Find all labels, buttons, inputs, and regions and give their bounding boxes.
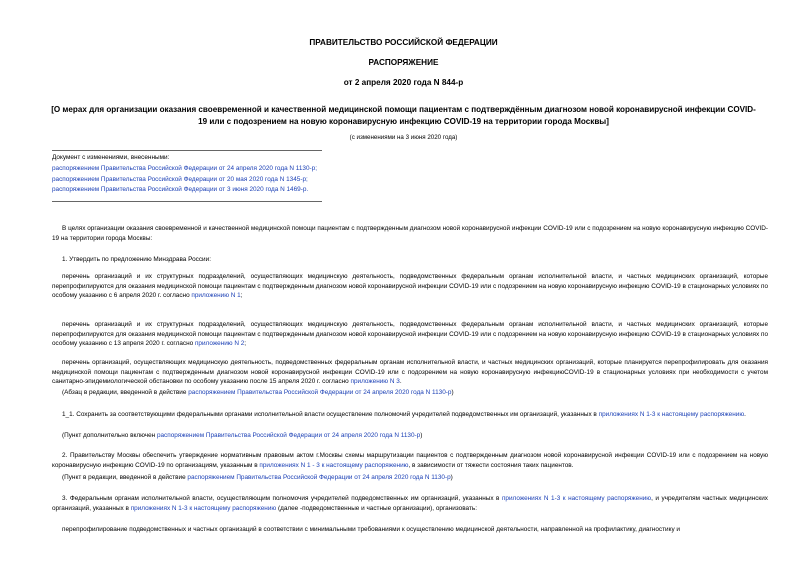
amendments-intro: Документ с изменениями, внесенными: xyxy=(52,154,170,161)
item-3-text: 3. Федеральным органам исполнительной власти, осуществляющим полномочия учредителей подведомственных им организаций, указанных в xyxy=(62,495,502,502)
list-item-3-text: перечень организаций, осуществляющих медицинскую деятельность, подведомственных федеральным органам исполнительной власти, и частных медицинских организаций, которые планируется перепрофилировать для оказания медицинской помощи пациентам с подтвержденным диагнозом новой коронавирусной инфекции COVID-19 или с подозрением на новую коронавирусную инфекциюCOVID-19 в стационарных условиях при необходимости с учетом санитарно-эпидемиологической обстановки по особому указанию после 15 апреля 2020 г. согласно xyxy=(52,359,768,386)
item-1-text: 1. Утвердить по предложению Минздрава России: xyxy=(62,256,211,263)
edit-note-3-suffix: ) xyxy=(450,474,453,481)
item-1-1-text: 1_1. Сохранить за соответствующими федеральными органами исполнительной власти осуществление полномочий учредителей подведомственных им организаций, указанных в xyxy=(62,411,599,418)
list-item-2 xyxy=(52,320,768,349)
item-1-1 xyxy=(52,410,768,420)
list-item-2-end: ; xyxy=(244,340,247,348)
item-3-middle: , и учредителям частных медицинских организаций, указанных в xyxy=(52,495,768,512)
amendments-block xyxy=(52,153,317,196)
edit-note-3-prefix: (Пункт в редакции, введенной в действие xyxy=(62,474,188,481)
edit-note-1-link[interactable]: распоряжением Правительства Российской Федерации от 24 апреля 2020 года N 1130-р xyxy=(188,389,452,396)
item-2-link[interactable]: приложениях N 1 - 3 к настоящему распоряжению xyxy=(259,461,409,469)
item-2-text: 2. Правительству Москвы обеспечить утверждение нормативным правовым актом г.Москвы схемы маршрутизации пациентов с подтвержденным диагнозом новой коронавирусной инфекции COVID-19 или с подозрением на новую коронавирусную инфекцию COVID-19 по организациям, указанным в xyxy=(52,452,768,469)
edit-note-2-prefix: (Пункт дополнительно включен xyxy=(62,432,157,439)
document-title: [О мерах для организации оказания своевременной и качественной медицинской помощи пациентам с подтверждённым диагнозом новой коронавирусной инфекции COVID-19 или с подозрением на новую коронавирусную инфекцию COVID-19 на территории города Москвы] xyxy=(51,105,756,126)
preamble-paragraph xyxy=(52,224,768,243)
item-1-1-link[interactable]: приложениях N 1-3 к настоящему распоряжению xyxy=(598,411,745,418)
edit-note-3 xyxy=(52,473,768,483)
amendment-link-1[interactable]: распоряжением Правительства Российской Федерации от 24 апреля 2020 года N 1130-р; xyxy=(52,164,317,172)
amendments-top-divider xyxy=(52,150,322,151)
list-item-2-text: перечень организаций и их структурных подразделений, осуществляющих медицинскую деятельность, подведомственных федеральным органам исполнительной власти, и частных медицинских организаций, которые перепрофилируются для оказания медицинской помощи пациентам с подтвержденным диагнозом новой коронавирусной инфекции COVID-19 или с подозрением на новую коронавирусную инфекцию COVID-19 в стационарных условиях по особому указанию с 13 апреля 2020 г. согласно xyxy=(52,321,768,348)
edit-note-1-suffix: ) xyxy=(451,389,454,396)
appendix-1-link[interactable]: приложению N 1 xyxy=(191,292,241,300)
edit-note-1-prefix: (Абзац в редакции, введенной в действие xyxy=(62,389,189,396)
list-item-3 xyxy=(52,358,768,387)
item-1 xyxy=(52,255,768,265)
government-heading: ПРАВИТЕЛЬСТВО РОССИЙСКОЙ ФЕДЕРАЦИИ xyxy=(309,38,498,47)
amendment-link-3[interactable]: распоряжением Правительства Российской Федерации от 3 июня 2020 года N 1469-р. xyxy=(52,186,309,194)
revision-note: (с изменениями на 3 июня 2020 года) xyxy=(349,134,458,141)
list-item-1-end: ; xyxy=(240,292,243,300)
appendix-2-link[interactable]: приложению N 2 xyxy=(194,340,245,348)
item-2 xyxy=(52,451,768,470)
item-2-end: , в зависимости от тяжести состояния таких пациентов. xyxy=(408,461,574,469)
list-item-1-text: перечень организаций и их структурных подразделений, осуществляющих медицинскую деятельность, подведомственных федеральным органам исполнительной власти, и частных медицинских организаций, которые перепрофилируются для оказания медицинской помощи пациентам с подтвержденным диагнозом новой коронавирусной инфекции COVID-19 или с подозрением на новую коронавирусную инфекцию COVID-19 в стационарных условиях по особому указанию с 6 апреля 2020 г. согласно xyxy=(52,273,768,300)
edit-note-1 xyxy=(52,388,768,398)
document-type: РАСПОРЯЖЕНИЕ xyxy=(368,58,439,67)
amendment-link-2[interactable]: распоряжением Правительства Российской Федерации от 20 мая 2020 года N 1345-р; xyxy=(52,175,308,183)
edit-note-3-link[interactable]: распоряжением Правительства Российской Федерации от 24 апреля 2020 года N 1130-р xyxy=(187,474,451,481)
preamble-text: В целях организации оказания своевременной и качественной медицинской помощи пациентам с подтвержденным диагнозом новой коронавирусной инфекции COVID-19 или с подозрением на новую коронавирусную инфекцию COVID-19 на территории города Москвы: xyxy=(52,225,768,242)
amendments-bottom-divider xyxy=(52,201,322,202)
document-date-number: от 2 апреля 2020 года N 844-р xyxy=(343,78,464,87)
item-3-link-1[interactable]: приложениях N 1-3 к настоящему распоряжению xyxy=(501,495,652,502)
item-3-link-2[interactable]: приложениях N 1-3 к настоящему распоряжению xyxy=(130,504,277,512)
item-3-end: (далее -подведомственные и частные организации), организовать: xyxy=(276,504,477,512)
item-1-1-end: . xyxy=(744,411,746,418)
list-item-3-end: . xyxy=(399,378,402,386)
list-item-1 xyxy=(52,272,768,301)
edit-note-2 xyxy=(52,431,768,441)
item-3-subparagraph xyxy=(52,525,768,535)
item-3-sub-text: перепрофилирование подведомственных и частных организаций в соответствии с минимальными требованиями к осуществлению медицинской деятельности, направленной на профилактику, диагностику и xyxy=(62,526,680,533)
item-3 xyxy=(52,494,768,513)
appendix-3-link[interactable]: приложению N 3 xyxy=(350,378,400,386)
edit-note-2-suffix: ) xyxy=(420,432,423,439)
edit-note-2-link[interactable]: распоряжением Правительства Российской Федерации от 24 апреля 2020 года N 1130-р xyxy=(156,432,421,439)
